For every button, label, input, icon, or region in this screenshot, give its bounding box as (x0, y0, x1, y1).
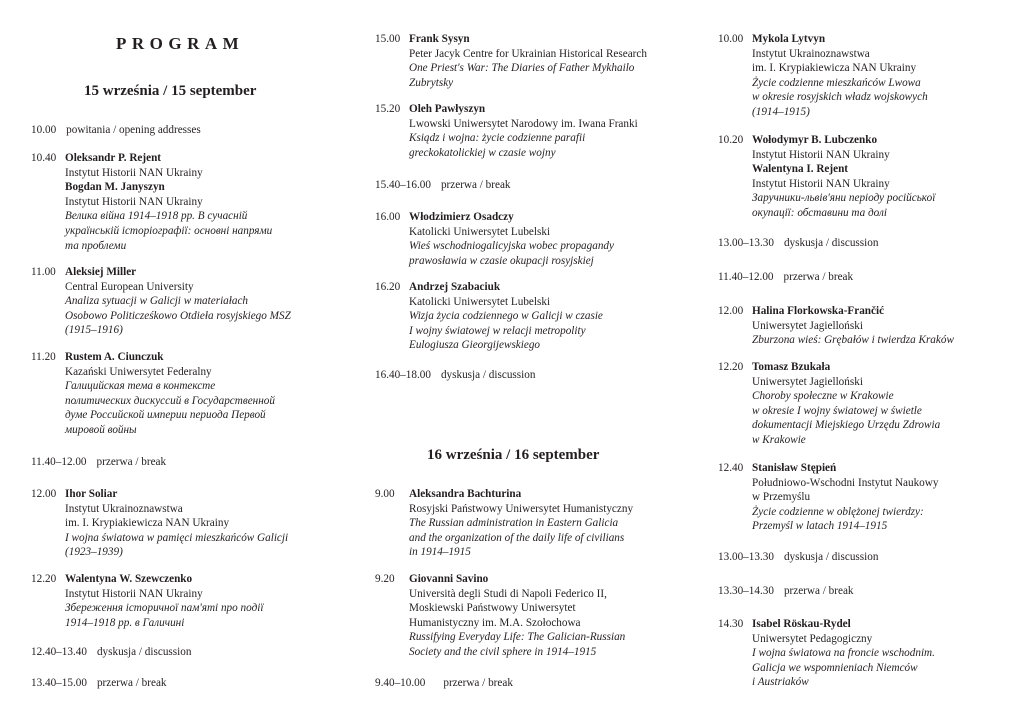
schedule-item (31, 572, 331, 630)
talk-title: I wojna światowa w pamięci mieszkańców Galicji (65, 531, 289, 544)
talk-title: Zburzona wieś: Grębałów i twierdza Kraków (752, 334, 954, 347)
institution: Instytut Historii NAN Ukrainy (65, 166, 203, 179)
talk-title: w okresie I wojny światowej w świetle (752, 404, 922, 417)
label: przerwa / break (783, 585, 854, 597)
institution: Południowo-Wschodni Instytut Naukowy (752, 476, 939, 489)
label: przerwa / break (96, 677, 167, 689)
institution: Instytut Ukrainoznawstwa (65, 502, 183, 515)
speaker: Wołodymyr B. Lubczenko (752, 134, 878, 146)
time: 14.30 (718, 618, 744, 630)
talk-title: Велика війна 1914–1918 рр. В сучасній (65, 210, 248, 223)
institution: Lwowski Uniwersytet Narodowy im. Iwana Franki (409, 117, 638, 130)
time: 9.00 (375, 488, 395, 500)
talk-title: w okresie rosyjskich władz wojskowych (752, 91, 928, 104)
talk-title: i Austriaków (752, 676, 809, 689)
talk-title: The Russian administration in Eastern Galicia (409, 517, 619, 530)
talk-title: Ksiądz i wojna: życie codzienne parafii (409, 132, 586, 145)
speaker: Walentyna W. Szewczenko (65, 573, 193, 585)
talk-title: Russifying Everyday Life: The Galician-Russian (409, 631, 626, 644)
talk-title: prawosławia w czasie okupacji rosyjskiej (409, 254, 594, 267)
talk-title: Życie codzienne mieszkańców Lwowa (752, 76, 921, 89)
talk-title: I wojna światowa na froncie wschodnim. (752, 647, 935, 660)
schedule-item (375, 487, 675, 560)
talk-title: I wojny światowej w relacji metropolity (409, 324, 586, 337)
talk-title: in 1914–1915 (409, 546, 471, 559)
institution: Instytut Historii NAN Ukrainy (65, 195, 203, 208)
schedule-item-opening (31, 123, 201, 138)
institution: Central European University (65, 280, 194, 293)
talk-title: Choroby społeczne w Krakowie (752, 390, 894, 403)
speaker: Andrzej Szabaciuk (409, 281, 501, 293)
institution: Uniwersytet Jagielloński (752, 319, 863, 332)
institution: Peter Jacyk Centre for Ukrainian Historical Research (409, 47, 647, 60)
label: przerwa / break (440, 179, 511, 191)
time: 10.00 (718, 33, 744, 45)
talk-title: та проблеми (65, 239, 127, 252)
talk-title: Збереження історичної пам'яті про події (65, 602, 264, 615)
speaker: Bogdan M. Janyszyn (65, 181, 165, 194)
talk-title: (1923–1939) (65, 546, 123, 559)
talk-title: (1914–1915) (752, 105, 810, 118)
institution: Instytut Historii NAN Ukrainy (752, 177, 890, 190)
talk-title: One Priest's War: The Diaries of Father Mykhailo (409, 62, 635, 75)
institution: Humanistyczny im. M.A. Szołochowa (409, 616, 581, 629)
speaker: Halina Florkowska-Frančić (752, 305, 885, 317)
schedule-item (375, 280, 675, 353)
speaker: Oleksandr P. Rejent (65, 152, 162, 164)
time: 9.20 (375, 573, 395, 585)
talk-title: Galicja we wspomnieniach Niemców (752, 661, 918, 674)
schedule-item-break (718, 584, 854, 599)
institution: Instytut Historii NAN Ukrainy (752, 148, 890, 161)
speaker: Walentyna I. Rejent (752, 163, 849, 176)
schedule-item-discussion (375, 368, 535, 383)
time: 9.40–10.00 (375, 677, 426, 689)
institution: Kazański Uniwersytet Federalny (65, 365, 212, 378)
talk-title: окупації: обставини та долі (752, 206, 887, 219)
time: 15.20 (375, 103, 401, 115)
institution: w Przemyślu (752, 491, 811, 504)
program-title: PROGRAM (116, 34, 245, 53)
talk-title: мировой войны (65, 423, 137, 436)
schedule-item-discussion (718, 236, 878, 251)
talk-title: w Krakowie (752, 433, 806, 446)
institution: Uniwersytet Pedagogiczny (752, 632, 873, 645)
time: 11.00 (31, 266, 56, 278)
time: 13.00–13.30 (718, 551, 774, 563)
time: 12.00 (31, 488, 57, 500)
time: 16.20 (375, 281, 401, 293)
time: 13.00–13.30 (718, 237, 774, 249)
time: 10.20 (718, 134, 744, 146)
label: przerwa / break (783, 271, 854, 283)
label: powitania / opening addresses (66, 124, 201, 136)
speaker: Aleksiej Miller (65, 266, 137, 278)
talk-title: Eulogiusza Gieorgijewskiego (409, 339, 541, 352)
talk-title: (1915–1916) (65, 324, 123, 337)
institution: Moskiewski Państwowy Uniwersytet (409, 602, 576, 615)
speaker: Isabel Röskau-Rydel (752, 618, 851, 630)
schedule-item (31, 151, 331, 253)
schedule-item-break (375, 178, 511, 193)
speaker: Mykola Lytvyn (752, 33, 826, 45)
talk-title: Wizja życia codziennego w Galicji w czasie (409, 310, 603, 323)
schedule-item (718, 617, 1018, 690)
schedule-item-break (718, 270, 853, 285)
institution: Instytut Historii NAN Ukrainy (65, 587, 203, 600)
talk-title: Галицийская тема в контексте (65, 380, 216, 393)
talk-title: Society and the civil sphere in 1914–1915 (409, 645, 597, 658)
time: 12.20 (718, 361, 744, 373)
talk-title: Заручники-львів'яни періоду російської (752, 192, 936, 205)
talk-title: Osobowo Politicześkowo Otdieła rosyjskiego MSZ (65, 309, 291, 322)
schedule-item (718, 32, 1018, 120)
talk-title: Wieś wschodniogalicyjska wobec propagandy (409, 240, 614, 253)
speaker: Oleh Pawłyszyn (409, 103, 486, 115)
institution: Uniwersytet Jagielloński (752, 375, 863, 388)
talk-title: and the organization of the daily life of civilians (409, 531, 625, 544)
speaker: Frank Sysyn (409, 33, 470, 45)
schedule-item (718, 360, 1018, 448)
time: 15.00 (375, 33, 401, 45)
talk-title: думе Российской империи периода Первой (65, 409, 266, 422)
time: 12.20 (31, 573, 57, 585)
speaker: Ihor Soliar (65, 488, 118, 500)
schedule-item-break (31, 676, 167, 691)
schedule-item (375, 210, 675, 268)
label: dyskusja / discussion (783, 551, 879, 563)
schedule-item-break (375, 676, 513, 691)
time: 10.00 (31, 124, 57, 136)
speaker: Stanisław Stępień (752, 462, 837, 474)
institution: Katolicki Uniwersytet Lubelski (409, 225, 551, 238)
schedule-item-discussion (31, 645, 191, 660)
talk-title: greckokatolickiej w czasie wojny (409, 146, 556, 159)
talk-title: dokumentacji Miejskiego Urzędu Zdrowia (752, 419, 941, 432)
label: przerwa / break (443, 677, 513, 689)
time: 11.20 (31, 351, 56, 363)
label: dyskusja / discussion (440, 369, 536, 381)
institution: Instytut Ukrainoznawstwa (752, 47, 870, 60)
speaker: Rustem A. Ciunczuk (65, 351, 164, 363)
schedule-item-discussion (718, 550, 878, 565)
schedule-item (718, 133, 1018, 221)
schedule-item (375, 572, 675, 660)
speaker: Giovanni Savino (409, 573, 489, 585)
talk-title: Życie codzienne w oblężonej twierdzy: (752, 505, 924, 518)
time: 12.40–13.40 (31, 646, 87, 658)
talk-title: Analiza sytuacji w Galicji w materiałach (65, 295, 249, 308)
time: 10.40 (31, 152, 57, 164)
schedule-item-break (31, 455, 166, 470)
speaker: Aleksandra Bachturina (409, 488, 522, 500)
schedule-item (31, 350, 331, 438)
institution: Katolicki Uniwersytet Lubelski (409, 295, 551, 308)
time: 16.40–18.00 (375, 369, 431, 381)
institution: Università degli Studi di Napoli Federico II, (409, 587, 607, 600)
time: 12.40 (718, 462, 744, 474)
time: 16.00 (375, 211, 401, 223)
time: 12.00 (718, 305, 744, 317)
talk-title: Przemyśl w latach 1914–1915 (752, 520, 888, 533)
schedule-item (375, 102, 675, 160)
speaker: Włodzimierz Osadczy (409, 211, 514, 223)
institution: im. I. Krypiakiewicza NAN Ukrainy (65, 517, 230, 530)
schedule-item (31, 265, 331, 338)
time: 13.30–14.30 (718, 585, 774, 597)
time: 13.40–15.00 (31, 677, 87, 689)
time: 15.40–16.00 (375, 179, 431, 191)
talk-title: українській історіографії: основні напрями (65, 224, 273, 237)
schedule-item (31, 487, 331, 560)
schedule-item (718, 461, 1018, 534)
talk-title: Zubrytsky (409, 76, 454, 89)
day2-title: 16 września / 16 september (427, 447, 600, 463)
schedule-item (375, 32, 675, 90)
talk-title: политических дискуссий в Государственной (65, 394, 275, 407)
label: dyskusja / discussion (96, 646, 192, 658)
institution: Rosyjski Państwowy Uniwersytet Humanistyczny (409, 502, 634, 515)
day1-title: 15 września / 15 september (84, 83, 257, 99)
talk-title: 1914–1918 рр. в Галичині (65, 616, 185, 629)
speaker: Tomasz Bzukała (752, 361, 831, 373)
time: 11.40–12.00 (718, 271, 774, 283)
time: 11.40–12.00 (31, 456, 87, 468)
institution: im. I. Krypiakiewicza NAN Ukrainy (752, 62, 917, 75)
schedule-item (718, 304, 1018, 348)
label: przerwa / break (96, 456, 167, 468)
label: dyskusja / discussion (783, 237, 879, 249)
